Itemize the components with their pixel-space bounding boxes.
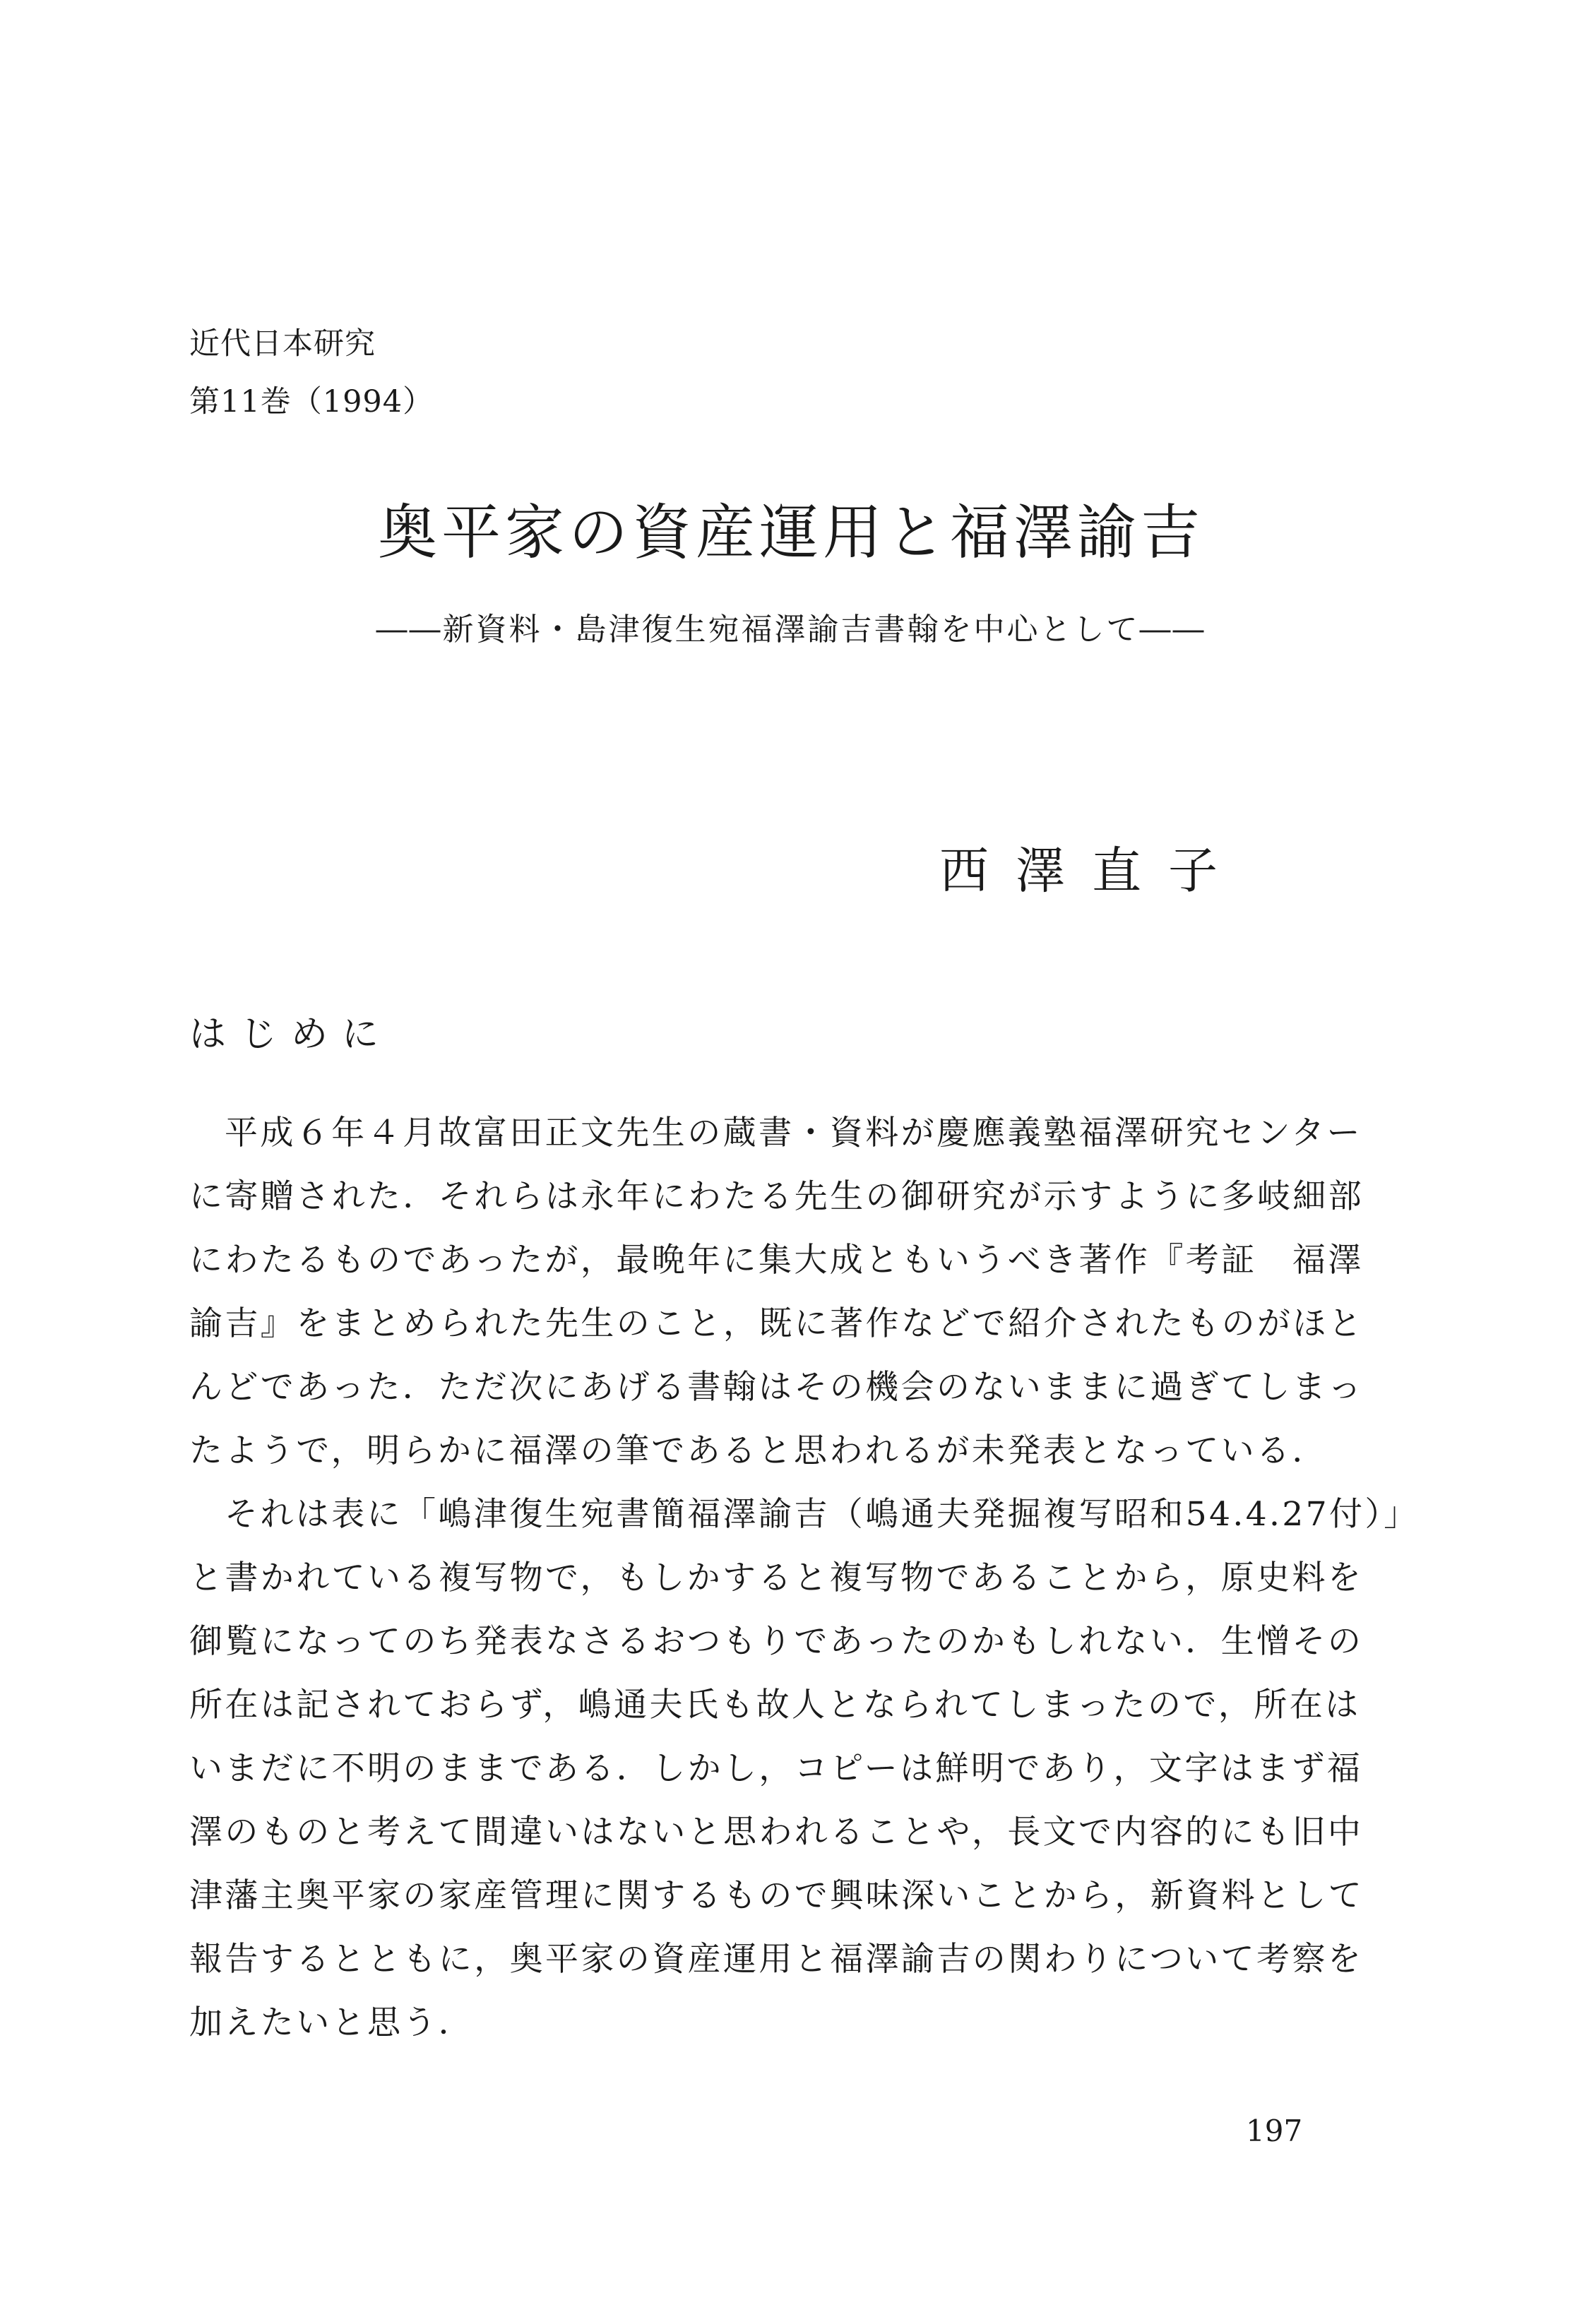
journal-volume: 第11巻（1994） [189, 384, 434, 419]
body-line: にわたるものであったが，最晩年に集大成ともいうべき著作『考証 福澤 [189, 1241, 1364, 1280]
article-subtitle: ――新資料・島津復生宛福澤諭吉書翰を中心として―― [376, 612, 1206, 648]
body-line: 報告するとともに，奥平家の資産運用と福澤諭吉の関わりについて考察を [189, 1940, 1364, 1979]
journal-name: 近代日本研究 [189, 326, 376, 362]
body-line: それは表に「嶋津復生宛書簡福澤諭吉（嶋通夫発掘複写昭和54.4.27付）」 [225, 1495, 1420, 1534]
body-line: と書かれている複写物で，もしかすると複写物であることから，原史料を [189, 1559, 1364, 1597]
body-line: 津藩主奥平家の家産管理に関するもので興味深いことから，新資料として [189, 1876, 1364, 1915]
body-line: いまだに不明のままである．しかし，コピーは鮮明であり，文字はまず福 [189, 1749, 1363, 1788]
body-line: 所在は記されておらず，嶋通夫氏も故人となられてしまったので，所在は [189, 1686, 1361, 1724]
body-line: たようで，明らかに福澤の筆であると思われるが未発表となっている． [189, 1431, 1328, 1470]
body-line: 諭吉』をまとめられた先生のこと，既に著作などで紹介されたものがほと [189, 1304, 1364, 1343]
section-heading: はじめに [189, 1013, 393, 1056]
page-number: 197 [1246, 2114, 1303, 2148]
body-line: に寄贈された．それらは永年にわたる先生の御研究が示すように多岐細部 [189, 1177, 1364, 1216]
body-line: 加えたいと思う． [189, 2003, 475, 2042]
body-text [189, 1102, 1420, 2055]
body-line: 平成６年４月故富田正文先生の蔵書・資料が慶應義塾福澤研究センター [225, 1114, 1362, 1152]
author-name: 西澤直子 [939, 842, 1244, 900]
journal-info [189, 315, 434, 431]
body-line: 澤のものと考えて間違いはないと思われることや，長文で内容的にも旧中 [189, 1813, 1364, 1852]
body-line: んどであった．ただ次にあげる書翰はその機会のないままに過ぎてしまっ [189, 1368, 1364, 1407]
body-line: 御覧になってのち発表なさるおつもりであったのかもしれない．生憎その [189, 1622, 1364, 1661]
article-title: 奥平家の資産運用と福澤諭吉 [377, 498, 1204, 567]
